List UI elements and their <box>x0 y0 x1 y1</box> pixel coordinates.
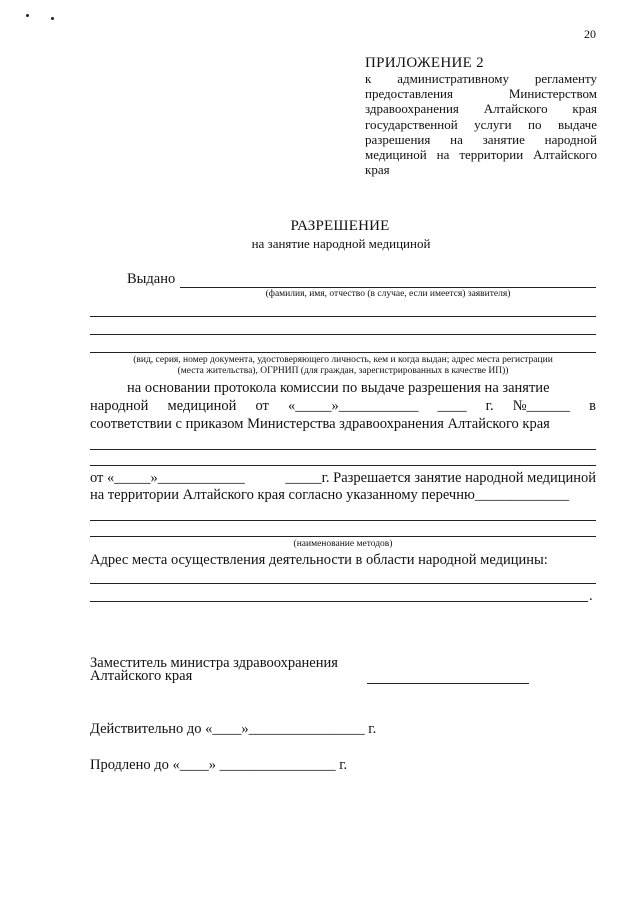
issued-field-line[interactable] <box>180 287 596 288</box>
scan-speck <box>26 14 29 17</box>
issued-caption: (фамилия, имя, отчество (в случае, если имеется) заявителя) <box>265 289 511 299</box>
address-line[interactable] <box>90 601 588 602</box>
blank-line[interactable] <box>90 520 596 521</box>
document-subtitle: на занятие народной медициной <box>251 236 431 251</box>
signature-line[interactable] <box>367 683 529 684</box>
order-date-field[interactable]: от «_____»____________ <box>90 470 245 486</box>
extended-until[interactable]: Продлено до «____» ________________ г. <box>90 757 348 773</box>
protocol-number-field[interactable]: №______ <box>512 398 571 414</box>
valid-until[interactable]: Действительно до «____»________________ г. <box>90 721 377 737</box>
basis-line1: на основании протокола комиссии по выдаче разрешения на занятие <box>127 380 550 396</box>
methods-caption: (наименование методов) <box>293 539 393 549</box>
blank-line[interactable] <box>90 316 596 317</box>
id-caption-line1: (вид, серия, номер документа, удостоверяющего личность, кем и когда выдан; адрес места регистрации <box>133 355 553 365</box>
page-number: 20 <box>584 27 596 41</box>
order-date-line <box>90 470 596 487</box>
basis-line2 <box>90 398 596 415</box>
document-title: РАЗРЕШЕНИЕ <box>290 218 390 234</box>
address-line[interactable] <box>90 583 596 584</box>
territory-line: на территории Алтайского края согласно указанному перечню_____________ <box>90 487 570 503</box>
blank-line[interactable] <box>90 536 596 537</box>
address-end: . <box>589 588 593 604</box>
basis-word: народной <box>90 398 149 414</box>
basis-word: в <box>589 398 596 414</box>
issued-label: Выдано <box>127 271 176 287</box>
basis-word: от <box>255 398 269 414</box>
appendix-title: ПРИЛОЖЕНИЕ 2 <box>365 55 484 71</box>
basis-line3: соответствии с приказом Министерства здравоохранения Алтайского края <box>90 416 550 432</box>
blank-line[interactable] <box>90 465 596 466</box>
protocol-date-field[interactable]: «_____»___________ <box>287 398 419 414</box>
id-caption-line2: (места жительства), ОГРНИП (для граждан, зарегистрированных в качестве ИП)) <box>177 366 509 376</box>
blank-line[interactable] <box>90 449 596 450</box>
protocol-year-field[interactable]: ____ <box>437 398 467 414</box>
basis-word: медициной <box>167 398 237 414</box>
order-permission-text: _____г. Разрешается занятие народной медициной <box>285 470 596 486</box>
basis-word: г. <box>485 398 494 414</box>
blank-line[interactable] <box>90 352 596 353</box>
signature-position-line1: Заместитель министра здравоохранения <box>90 655 338 671</box>
blank-line[interactable] <box>90 334 596 335</box>
appendix-text: к административному регламенту предоставления Министерством здравоохранения Алтайского края государственной услуги по выдаче разрешения на занятие народной медициной на территории Алтайского края <box>365 71 597 178</box>
scan-speck <box>51 17 54 20</box>
address-label: Адрес места осуществления деятельности в области народной медицины: <box>90 552 548 568</box>
signature-position-line2: Алтайского края <box>90 668 193 684</box>
